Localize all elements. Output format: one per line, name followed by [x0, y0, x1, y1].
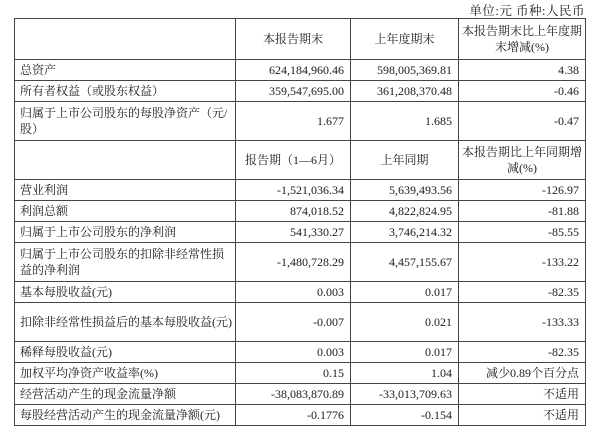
value-prior: 4,457,155.67 [351, 243, 459, 282]
value-prior: 0.017 [351, 282, 459, 303]
row-label: 归属于上市公司股东的净利润 [15, 222, 236, 243]
row-label: 基本每股收益(元) [15, 282, 236, 303]
row-label: 扣除非经常性损益后的基本每股收益(元) [15, 303, 236, 342]
table-row-operating-cash-flow-per-share [15, 405, 586, 426]
value-current: 0.003 [236, 342, 351, 363]
table-row-diluted-eps [15, 342, 586, 363]
row-label: 利润总额 [15, 201, 236, 222]
value-prior: 5,639,493.56 [351, 180, 459, 201]
value-change: -133.22 [459, 243, 586, 282]
value-change: -82.35 [459, 342, 586, 363]
table-row-net-profit-excl-nonrecurring [15, 243, 586, 282]
value-change: 不适用 [459, 405, 586, 426]
table-row-operating-cash-flow [15, 384, 586, 405]
value-prior: 4,822,824.95 [351, 201, 459, 222]
table-row-operating-profit [15, 180, 586, 201]
unit-currency-note: 单位:元 币种:人民币 [469, 4, 585, 18]
value-change: -133.33 [459, 303, 586, 342]
value-change: 减少0.89个百分点 [459, 363, 586, 384]
value-current: 874,018.52 [236, 201, 351, 222]
value-change: 4.38 [459, 60, 586, 81]
table-row-basic-eps [15, 282, 586, 303]
row-label: 稀释每股收益(元) [15, 342, 236, 363]
value-change: -0.47 [459, 102, 586, 141]
value-change: -126.97 [459, 180, 586, 201]
value-prior: 3,746,214.32 [351, 222, 459, 243]
table-row-total-profit [15, 201, 586, 222]
row-label: 所有者权益（或股东权益） [15, 81, 236, 102]
value-prior: 1.04 [351, 363, 459, 384]
section2-header-row [15, 141, 586, 180]
empty-header-cell [15, 141, 236, 180]
value-prior: -0.154 [351, 405, 459, 426]
financial-summary-table [14, 18, 586, 426]
row-label: 总资产 [15, 60, 236, 81]
value-current: -1,480,728.29 [236, 243, 351, 282]
table-row-weighted-avg-roe [15, 363, 586, 384]
value-current: 1.677 [236, 102, 351, 141]
value-prior: 1.685 [351, 102, 459, 141]
col-header-same-period-last-year: 上年同期 [351, 141, 459, 180]
row-label: 营业利润 [15, 180, 236, 201]
col-header-prior-year-end: 上年度期末 [351, 19, 459, 60]
row-label: 每股经营活动产生的现金流量净额(元) [15, 405, 236, 426]
table-row-owners-equity [15, 81, 586, 102]
row-label: 加权平均净资产收益率(%) [15, 363, 236, 384]
value-prior: 598,005,369.81 [351, 60, 459, 81]
value-prior: 361,208,370.48 [351, 81, 459, 102]
row-label: 归属于上市公司股东的扣除非经常性损益的净利润 [15, 243, 236, 282]
table-row-net-profit-attributable [15, 222, 586, 243]
empty-header-cell [15, 19, 236, 60]
value-prior: 0.021 [351, 303, 459, 342]
value-change: -0.46 [459, 81, 586, 102]
value-change: 不适用 [459, 384, 586, 405]
value-current: 0.003 [236, 282, 351, 303]
row-label: 归属于上市公司股东的每股净资产（元/股） [15, 102, 236, 141]
value-current: 541,330.27 [236, 222, 351, 243]
col-header-period-end-change: 本报告期末比上年度期末增减(%) [459, 19, 586, 60]
value-prior: -33,013,709.63 [351, 384, 459, 405]
row-label: 经营活动产生的现金流量净额 [15, 384, 236, 405]
table-row-basic-eps-excl-nonrecurring [15, 303, 586, 342]
value-current: -1,521,036.34 [236, 180, 351, 201]
value-current: 624,184,960.46 [236, 60, 351, 81]
value-change: -81.88 [459, 201, 586, 222]
value-change: -82.35 [459, 282, 586, 303]
value-change: -85.55 [459, 222, 586, 243]
value-current: 359,547,695.00 [236, 81, 351, 102]
value-current: -0.007 [236, 303, 351, 342]
col-header-reporting-period: 报告期（1—6月） [236, 141, 351, 180]
table-row-net-assets-per-share [15, 102, 586, 141]
table-row-total-assets [15, 60, 586, 81]
col-header-yoy-change: 本报告期比上年同期增减(%) [459, 141, 586, 180]
value-current: -0.1776 [236, 405, 351, 426]
value-prior: 0.017 [351, 342, 459, 363]
value-current: 0.15 [236, 363, 351, 384]
col-header-current-period-end: 本报告期末 [236, 19, 351, 60]
section1-header-row [15, 19, 586, 60]
value-current: -38,083,870.89 [236, 384, 351, 405]
